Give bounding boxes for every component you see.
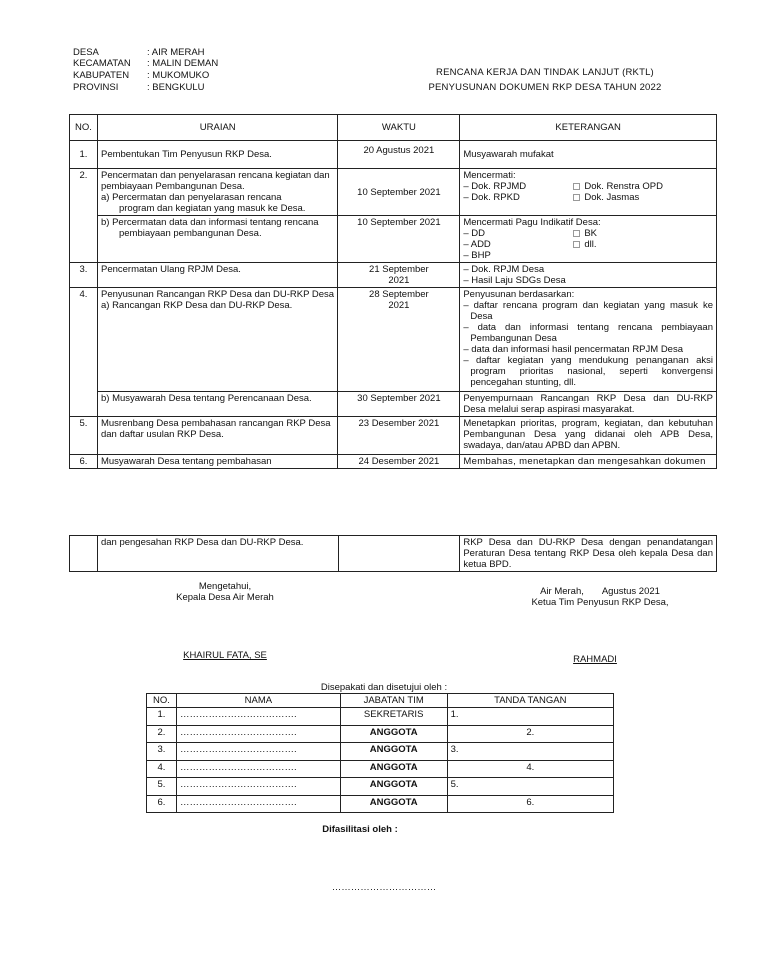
checkbox-icon xyxy=(573,241,580,248)
facilitated-label: Difasilitasi oleh : xyxy=(322,824,398,835)
table-row: 3. Pencermatan Ulang RPJM Desa. 21 September 2021 – Dok. RPJM Desa – Hasil Laju SDGs Desa xyxy=(70,263,717,288)
approval-title: Disepakati dan disetujui oleh : xyxy=(320,682,448,693)
table-row: dan pengesahan RKP Desa dan DU-RKP Desa. RKP Desa dan DU-RKP Desa dengan penandatangan Peraturan Desa tentang RKP Desa oleh kepala Desa dan ketua BPD. xyxy=(70,536,717,572)
table-row: 5. Musrenbang Desa pembahasan rancangan RKP Desa dan daftar usulan RKP Desa. 23 Desember 2021 Menetapkan prioritas, program, kegiatan, dan kebutuhan Pembangunan Desa yang didanai oleh APB Desa, swadaya, dan/atau APBD dan APBN. xyxy=(70,417,717,455)
approval-row: 2. ………………………………. ANGGOTA 2. xyxy=(147,725,614,743)
table-row: b) Musyawarah Desa tentang Perencanaan Desa. 30 September 2021 Penyempurnaan Rancangan RKP Desa dan DU-RKP Desa melalui serap aspirasi masyarakat. xyxy=(70,392,717,417)
checkbox-icon xyxy=(573,230,580,237)
approval-table xyxy=(146,693,614,813)
info-provinsi: PROVINSI : BENGKULU xyxy=(73,82,205,93)
approval-header-row: NO. NAMA JABATAN TIM TANDA TANGAN xyxy=(147,694,614,708)
checkbox-icon xyxy=(573,183,580,190)
approval-row: 4. ………………………………. ANGGOTA 4. xyxy=(147,760,614,778)
facilitator-name: …………………………… xyxy=(331,882,437,893)
rktl-table xyxy=(69,114,717,469)
table-row: 1. Pembentukan Tim Penyusun RKP Desa. 20 Agustus 2021 Musyawarah mufakat xyxy=(70,141,717,169)
approval-row: 5. ………………………………. ANGGOTA 5. xyxy=(147,778,614,796)
signature-left: Mengetahui, Kepala Desa Air Merah xyxy=(176,581,274,603)
doc-title: RENCANA KERJA DAN TINDAK LANJUT (RKTL) xyxy=(436,67,654,78)
doc-subtitle: PENYUSUNAN DOKUMEN RKP DESA TAHUN 2022 xyxy=(428,82,662,93)
header-uraian: URAIAN xyxy=(97,115,337,141)
info-kabupaten: KABUPATEN : MUKOMUKO xyxy=(73,70,210,81)
signature-right-name: RAHMADI xyxy=(573,654,617,665)
approval-row: 6. ………………………………. ANGGOTA 6. xyxy=(147,795,614,813)
signature-right: Air Merah, Agustus 2021 Ketua Tim Penyusun RKP Desa, xyxy=(531,586,669,608)
info-kecamatan: KECAMATAN : MALIN DEMAN xyxy=(73,58,219,69)
table-row: 4. Penyusunan Rancangan RKP Desa dan DU-RKP Desa a) Rancangan RKP Desa dan DU-RKP Desa. 28 September 2021 Penyusunan berdasarkan: – daftar rencana program dan kegiatan yang masuk ke Desa – data dan informasi tentang rencana pembiayaan Pembangunan Desa – data dan informasi hasil pencermatan RPJM Desa – daftar kegiatan yang mendukung penanganan aksi program prioritas nasional, seperti konvergensi pencegahan stunting, dll. xyxy=(70,288,717,392)
header-waktu: WAKTU xyxy=(338,115,460,141)
rktl-table-continued xyxy=(69,535,717,572)
signature-left-name: KHAIRUL FATA, SE xyxy=(183,650,267,661)
table-row: 2. Pencermatan dan penyelarasan rencana kegiatan dan pembiayaan Pembangunan Desa. a) Percermatan dan penyelarasan rencana program dan kegiatan yang masuk ke Desa. 10 September 2021 Mencermati: – Dok. RPJMD Dok. Renstra OPD – Dok. RPKD Dok. Jasmas xyxy=(70,169,717,216)
info-desa: DESA : AIR MERAH xyxy=(73,47,205,58)
header-no: NO. xyxy=(70,115,98,141)
table-header-row xyxy=(70,115,717,141)
table-row: 6. Musyawarah Desa tentang pembahasan 24 Desember 2021 Membahas, menetapkan dan mengesahkan dokumen xyxy=(70,455,717,469)
header-keterangan: KETERANGAN xyxy=(460,115,717,141)
table-row: b) Percermatan data dan informasi tentang rencana pembiayaan pembangunan Desa. 10 September 2021 Mencermati Pagu Indikatif Desa: – DD BK – ADD dll. – BHP xyxy=(70,216,717,263)
approval-row: 3. ………………………………. ANGGOTA 3. xyxy=(147,743,614,761)
approval-row: 1. ………………………………. SEKRETARIS 1. xyxy=(147,708,614,726)
checkbox-icon xyxy=(573,194,580,201)
